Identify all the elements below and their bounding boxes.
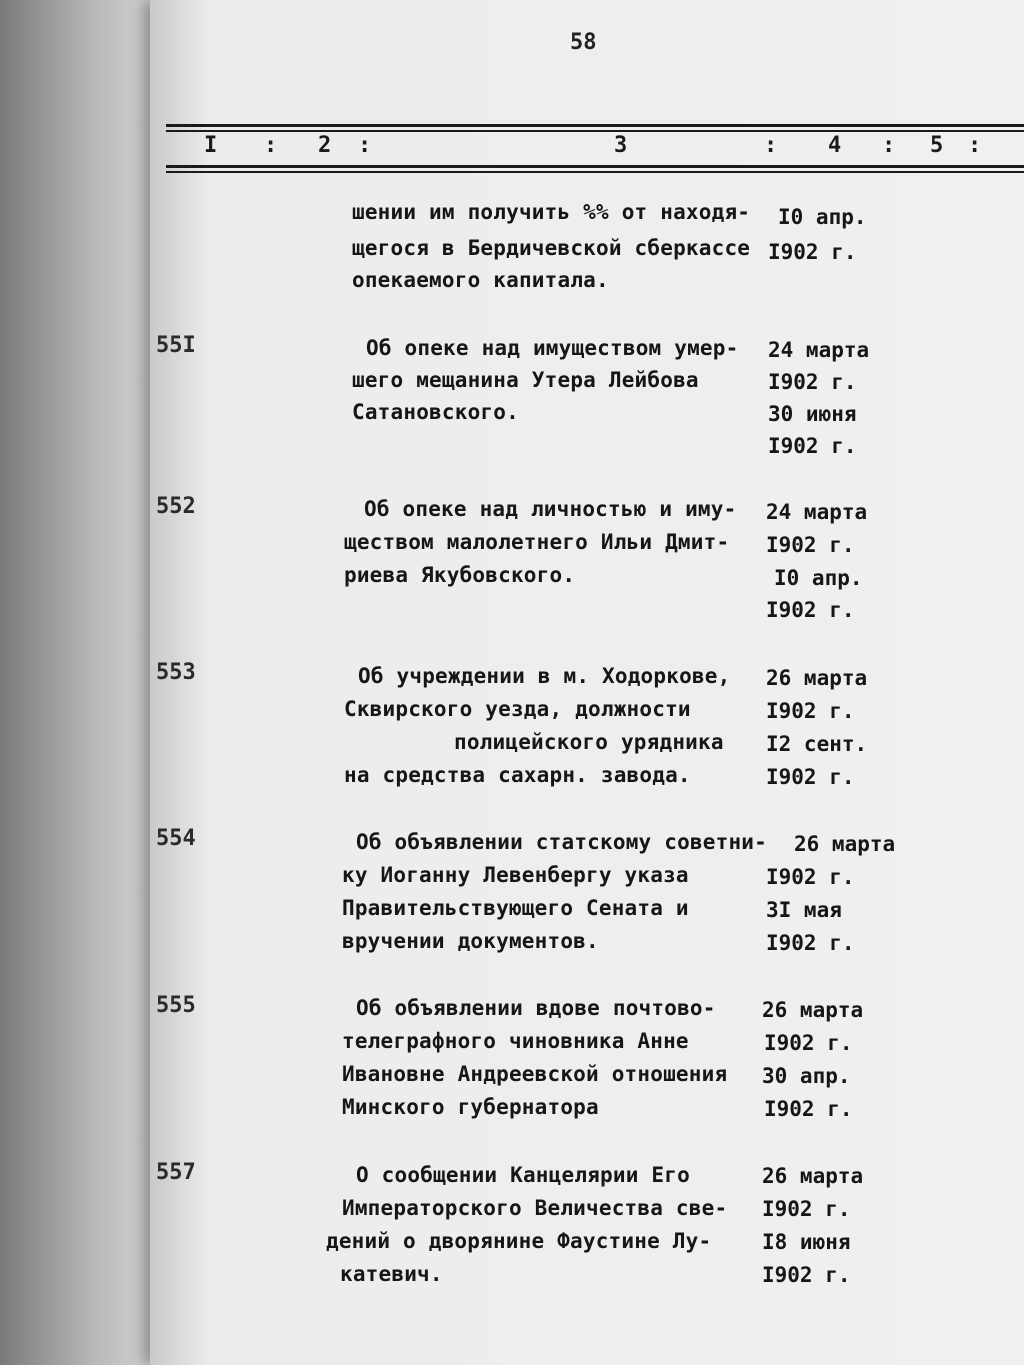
entry-date: I902 г. <box>764 1097 853 1121</box>
entry-date: 26 марта <box>762 1164 864 1188</box>
header-separator: : <box>264 133 278 158</box>
entry-text-line: на средства сахарн. завода. <box>344 763 691 787</box>
entry-text-line: Об опеке над личностью и иму- <box>364 497 737 521</box>
entry-number: 553 <box>156 660 196 685</box>
entry-date: 3I мая <box>766 898 842 922</box>
page-number: 58 <box>570 30 597 55</box>
entry-date: I902 г. <box>766 765 855 789</box>
header-column-5: 5 <box>930 133 944 158</box>
header-column-1: I <box>204 133 218 158</box>
entry-text-line: опекаемого капитала. <box>352 268 609 292</box>
entry-date: I902 г. <box>764 1031 853 1055</box>
entry-date: I902 г. <box>766 931 855 955</box>
entry-text-line: ку Иоганну Левенбергу указа <box>342 863 689 887</box>
entry-date: 30 апр. <box>762 1064 851 1088</box>
entry-text-line: катевич. <box>340 1262 443 1286</box>
entry-date: I902 г. <box>766 533 855 557</box>
entry-date: 26 марта <box>794 832 896 856</box>
entry-date: 24 марта <box>766 500 868 524</box>
header-column-2: 2 <box>318 133 332 158</box>
entry-text-line: риева Якубовского. <box>344 563 576 587</box>
entry-number: 552 <box>156 494 196 519</box>
entry-date: 30 июня <box>768 402 857 426</box>
entry-text-line: щегося в Бердичевской сберкассе <box>352 236 751 260</box>
header-separator: : <box>968 133 982 158</box>
entry-text-line: дений о дворянине Фаустине Лу- <box>326 1229 712 1253</box>
entry-date: I902 г. <box>768 240 857 264</box>
entry-date: I902 г. <box>768 370 857 394</box>
entry-number: 555 <box>156 993 196 1018</box>
header-rule-bottom-inner <box>166 171 1024 173</box>
header-rule-top-inner <box>166 130 1024 132</box>
entry-text-line: Императорского Величества све- <box>342 1196 728 1220</box>
entry-text-line: Сатановского. <box>352 400 519 424</box>
entry-text-line: Об опеке над имуществом умер- <box>366 336 739 360</box>
entry-number: 557 <box>156 1160 196 1185</box>
entry-text-line: ществом малолетнего Ильи Дмит- <box>344 530 730 554</box>
scan-background <box>0 0 170 1365</box>
header-separator: : <box>764 133 778 158</box>
header-separator: : <box>358 133 372 158</box>
header-column-3: 3 <box>614 133 628 158</box>
entry-date: I902 г. <box>766 699 855 723</box>
entry-text-line: Минского губернатора <box>342 1095 599 1119</box>
entry-number: 55I <box>156 333 196 358</box>
entry-date: I902 г. <box>762 1263 851 1287</box>
entry-date: I902 г. <box>766 865 855 889</box>
entry-text-line: вручении документов. <box>342 929 599 953</box>
entry-date: I0 апр. <box>778 205 867 229</box>
entry-date: I8 июня <box>762 1230 851 1254</box>
entry-date: 24 марта <box>768 338 870 362</box>
header-rule-top <box>166 124 1024 127</box>
entry-text-line: Об объявлении вдове почтово- <box>356 996 716 1020</box>
entry-text-line: Сквирского уезда, должности <box>344 697 691 721</box>
entry-date: I902 г. <box>762 1197 851 1221</box>
entry-date: I902 г. <box>766 598 855 622</box>
header-column-4: 4 <box>828 133 842 158</box>
entry-text-line: Об объявлении статскому советни- <box>356 830 767 854</box>
entry-date: I2 сент. <box>766 732 868 756</box>
header-rule-bottom <box>166 165 1024 168</box>
entry-text-line: Ивановне Андреевской отношения <box>342 1062 728 1086</box>
entry-text-line: шего мещанина Утера Лейбова <box>352 368 699 392</box>
entry-date: 26 марта <box>766 666 868 690</box>
entry-date: I0 апр. <box>774 566 863 590</box>
entry-text-line: шении им получить %% от находя- <box>352 200 751 224</box>
entry-text-line: О сообщении Канцелярии Его <box>356 1163 690 1187</box>
entry-text-line: полицейского урядника <box>454 730 724 754</box>
entry-text-line: Об учреждении в м. Ходоркове, <box>358 664 731 688</box>
header-separator: : <box>882 133 896 158</box>
entry-date: 26 марта <box>762 998 864 1022</box>
entry-text-line: телеграфного чиновника Анне <box>342 1029 689 1053</box>
entry-date: I902 г. <box>768 434 857 458</box>
entry-text-line: Правительствующего Сената и <box>342 896 689 920</box>
entry-number: 554 <box>156 826 196 851</box>
